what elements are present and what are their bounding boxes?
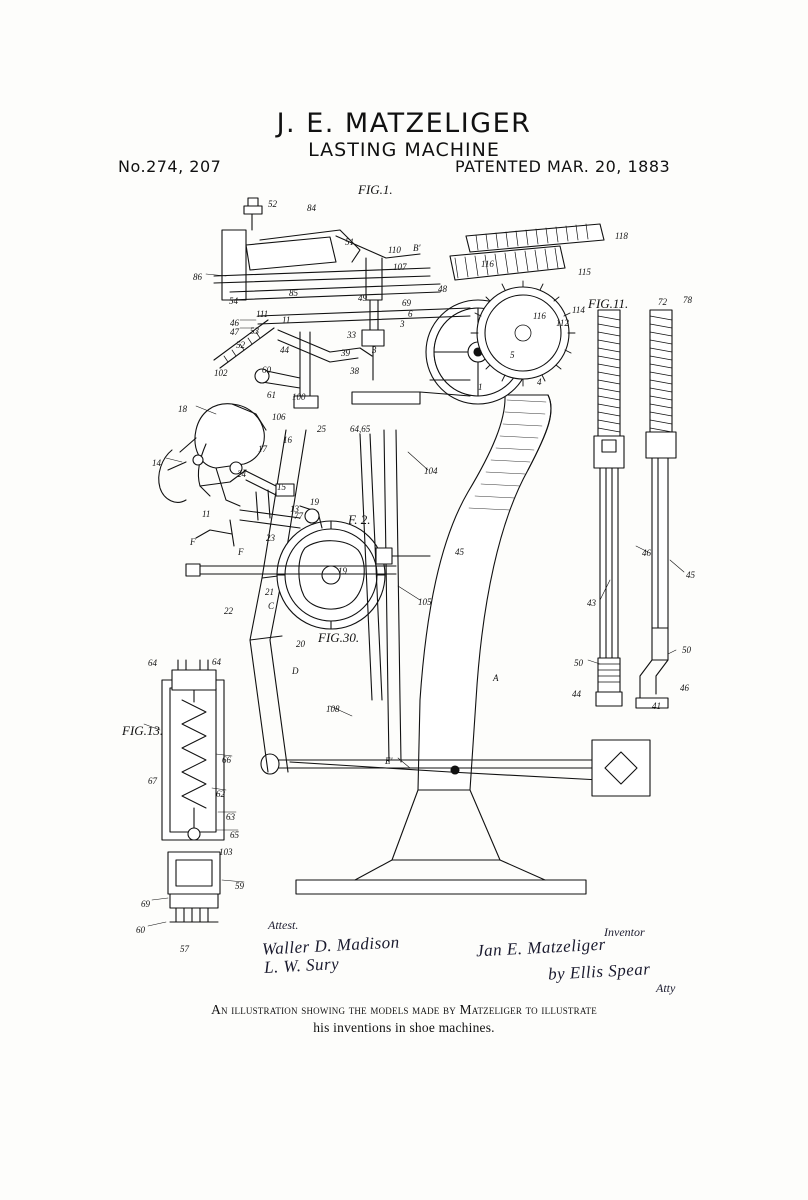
reference-numeral: 103: [219, 847, 233, 857]
reference-numeral: 18: [178, 404, 187, 414]
reference-numeral: 60: [136, 925, 145, 935]
reference-numeral: 108: [326, 704, 340, 714]
reference-numeral: 61: [267, 390, 276, 400]
reference-numeral: 104: [424, 466, 438, 476]
reference-numeral: 57: [180, 944, 189, 954]
reference-numeral: 46: [642, 548, 651, 558]
reference-numeral: F: [238, 547, 244, 557]
reference-numeral: 22: [224, 606, 233, 616]
reference-numeral: 62: [216, 789, 225, 799]
reference-numeral: 69: [402, 298, 411, 308]
reference-numeral: 45: [686, 570, 695, 580]
reference-numeral: 21: [265, 587, 274, 597]
reference-numeral: 105: [418, 597, 432, 607]
reference-numeral: 85: [289, 288, 298, 298]
figure-label: F. 2.: [348, 512, 371, 527]
reference-numeral: 63: [226, 812, 235, 822]
reference-numeral: 53: [250, 326, 259, 336]
reference-numeral: 11: [282, 315, 291, 325]
reference-numeral: 3: [372, 345, 377, 355]
reference-numeral: 24: [237, 469, 246, 479]
reference-numeral: 43: [587, 598, 596, 608]
reference-numeral: 19: [310, 497, 319, 507]
reference-numeral: 25: [317, 424, 326, 434]
reference-numeral: 19: [338, 566, 347, 576]
reference-numeral: 4: [537, 377, 542, 387]
caption-line-2: his inventions in shoe machines.: [313, 1020, 495, 1035]
caption-text-c: Matzeliger: [459, 1002, 523, 1017]
inventor-signature: Jan E. Matzeliger: [475, 934, 607, 961]
reference-numeral: 110: [388, 245, 401, 255]
reference-numeral: 102: [214, 368, 228, 378]
reference-numeral: 46: [680, 683, 689, 693]
reference-numeral: 116: [481, 259, 494, 269]
attorney-title: Atty: [656, 981, 676, 995]
reference-numeral: E': [385, 756, 393, 766]
reference-numeral: 38: [350, 366, 359, 376]
reference-numeral: 54: [229, 296, 238, 306]
reference-numeral: 50: [574, 658, 583, 668]
reference-numeral: 64: [212, 657, 221, 667]
reference-numeral: 11: [202, 509, 211, 519]
reference-numeral: 47: [230, 327, 239, 337]
reference-numeral: 78: [683, 295, 692, 305]
reference-numeral: 67: [148, 776, 157, 786]
reference-numeral: 1: [478, 382, 483, 392]
reference-numeral: 114: [572, 305, 585, 315]
reference-numeral: 52: [236, 340, 245, 350]
reference-numeral: 60: [262, 365, 271, 375]
caption-text-b: illustration showing the models made by: [231, 1002, 460, 1017]
reference-numeral: 112: [556, 318, 569, 328]
reference-numeral: 23: [266, 533, 275, 543]
witness-signature-1: Waller D. Madison: [261, 932, 401, 959]
patent-date-value: MAR. 20, 1883: [546, 157, 671, 176]
reference-numeral: 45: [455, 547, 464, 557]
reference-numeral: 64: [148, 658, 157, 668]
witness-signature-2: L. W. Sury: [263, 954, 340, 977]
reference-numeral: 20: [296, 639, 305, 649]
reference-numeral: 77: [294, 511, 303, 521]
reference-numeral: 13: [290, 504, 299, 514]
reference-numeral: 84: [307, 203, 316, 213]
reference-numeral: B': [413, 243, 421, 253]
figure-label: FIG.13.: [122, 723, 164, 738]
reference-numeral: 66: [222, 755, 231, 765]
reference-numeral: F: [190, 537, 196, 547]
reference-numeral: 15: [277, 482, 286, 492]
figure-label: FIG.1.: [358, 182, 393, 197]
reference-numeral: 116: [533, 311, 546, 321]
reference-numeral: 3: [400, 319, 405, 329]
reference-numeral: 100: [292, 392, 306, 402]
reference-numeral: 72: [658, 297, 667, 307]
reference-numeral: 118: [615, 231, 628, 241]
reference-numeral: 111: [256, 309, 269, 319]
reference-numeral: 59: [235, 881, 244, 891]
reference-numeral: 106: [272, 412, 286, 422]
reference-numeral: D: [292, 666, 299, 676]
page-title: J. E. MATZELIGER: [276, 108, 532, 139]
reference-numeral: 64,65: [350, 424, 371, 434]
patent-number: No.274, 207: [118, 157, 222, 176]
reference-numeral: 6: [408, 309, 413, 319]
figure-label: FIG.11.: [588, 296, 629, 311]
reference-numeral: 49: [358, 293, 367, 303]
reference-numeral: 107: [393, 262, 407, 272]
reference-numeral: 65: [230, 830, 239, 840]
caption-text-d: to illustrate: [522, 1002, 597, 1017]
reference-numeral: C: [268, 601, 275, 611]
reference-numeral: 14: [152, 458, 161, 468]
reference-numeral: 46: [230, 318, 239, 328]
reference-numeral: 52: [268, 199, 277, 209]
page-subtitle: LASTING MACHINE: [308, 139, 500, 161]
reference-numeral: 33: [347, 330, 356, 340]
reference-numeral: A: [493, 673, 499, 683]
reference-numeral: 44: [572, 689, 581, 699]
reference-numeral: 50: [682, 645, 691, 655]
witness-label: Attest.: [268, 918, 299, 932]
caption-line-1: [0, 1002, 808, 1018]
attorney-signature: by Ellis Spear: [547, 959, 651, 984]
inventor-label: Inventor: [604, 925, 645, 939]
reference-numeral: 44: [280, 345, 289, 355]
reference-numeral: 115: [578, 267, 591, 277]
reference-numeral: 51: [345, 237, 354, 247]
reference-numeral: 39: [341, 348, 350, 358]
reference-numeral: 86: [193, 272, 202, 282]
reference-numeral: 16: [283, 435, 292, 445]
reference-numeral: 48: [438, 284, 447, 294]
reference-numeral: 69: [141, 899, 150, 909]
patent-date-prefix: PATENTED: [455, 157, 547, 176]
reference-numeral: 5: [510, 350, 515, 360]
figure-label: FIG.30.: [318, 630, 360, 645]
reference-numeral: 41: [652, 701, 661, 711]
reference-numeral: 17: [258, 444, 267, 454]
caption-text-a: An: [211, 1002, 232, 1017]
